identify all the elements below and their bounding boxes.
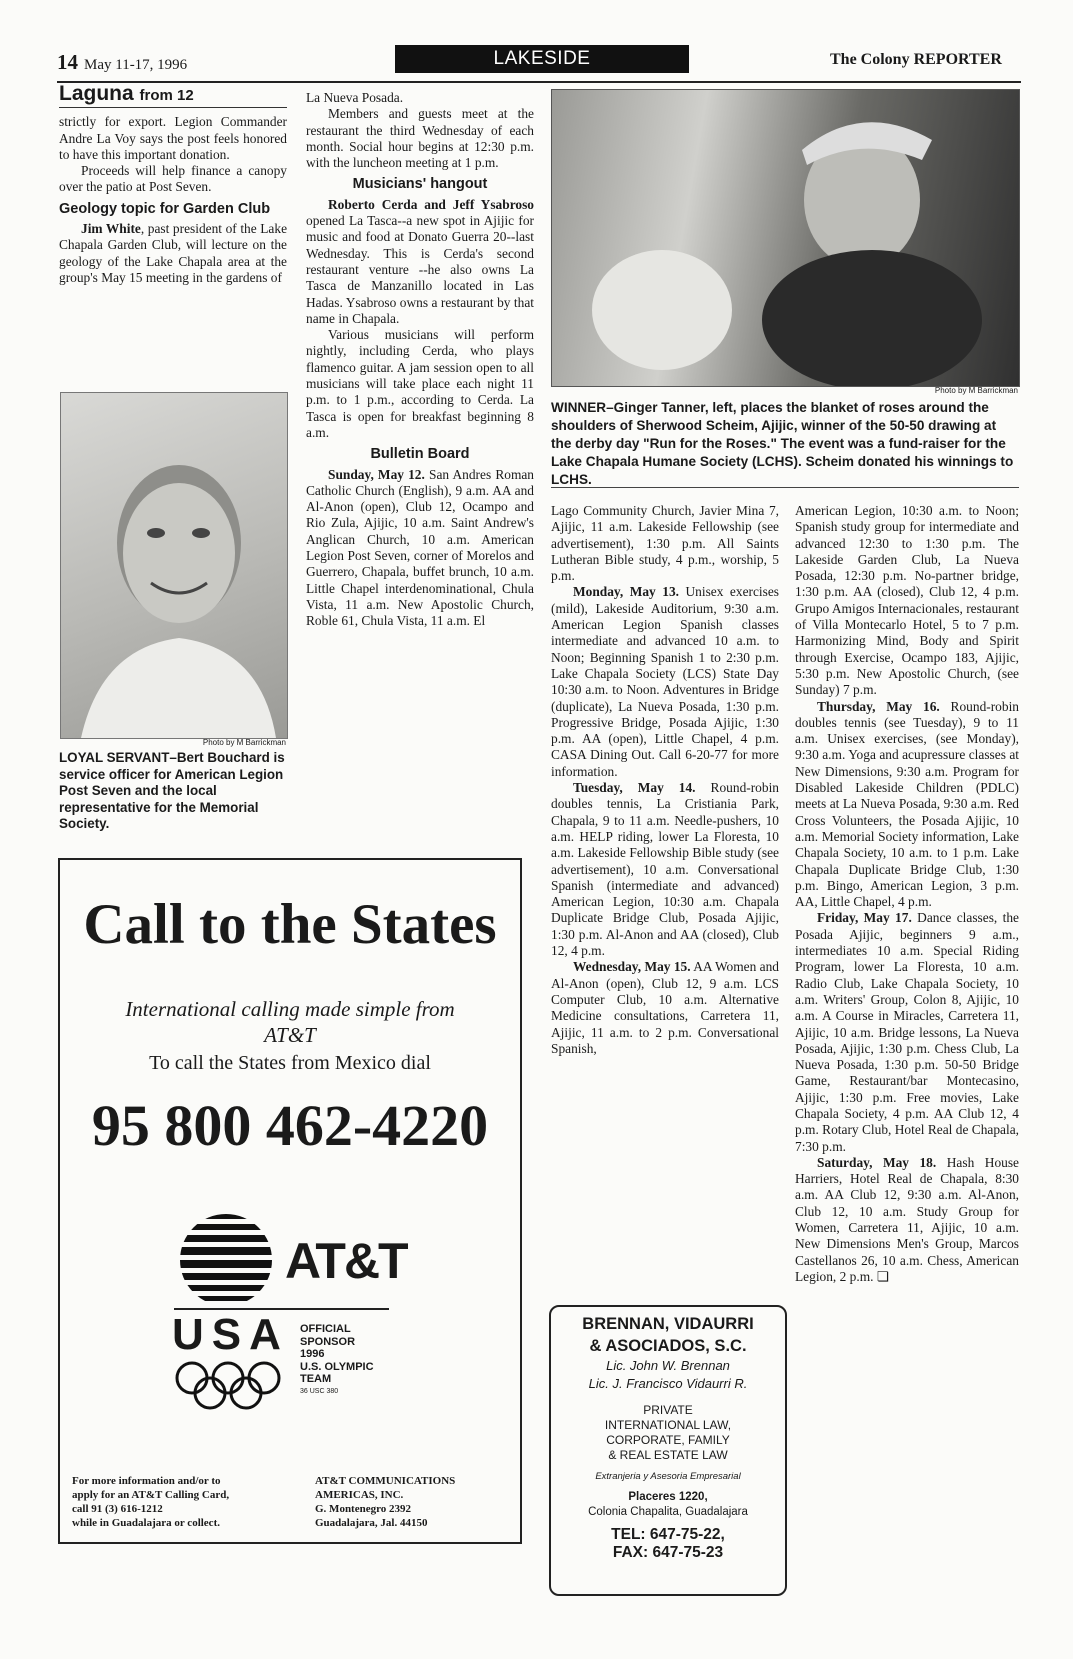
olympic-line: SPONSOR [300, 1335, 356, 1348]
att-advertisement [58, 858, 522, 1544]
footer-line: For more information and/or to [72, 1475, 221, 1487]
firm-address [551, 1490, 785, 1520]
footer-line: G. Montenegro 2392 [315, 1503, 412, 1515]
day-bold: Saturday, May 18. [817, 1154, 937, 1170]
paragraph-text: , past president of the Lake Chapala Garden Club, will lecture on the geology of the Lake Chapala area at the group's May 15 meeting in the gardens of [59, 221, 288, 285]
service-line: & REAL ESTATE LAW [608, 1448, 728, 1462]
name-bold: Roberto Cerda and Jeff Ysabroso [328, 196, 534, 212]
lawyer-line: Lic. J. Francisco Vidaurri R. [588, 1376, 748, 1391]
service-line: PRIVATE [643, 1403, 693, 1417]
paragraph [551, 584, 779, 780]
column-3 [551, 503, 779, 1057]
footer-line: AMERICAS, INC. [315, 1489, 404, 1501]
firm-specialty: Extranjeria y Asesoria Empresarial [595, 1471, 741, 1482]
photo-winner [551, 89, 1020, 387]
ad-instruction: To call the States from Mexico dial [149, 1052, 431, 1074]
olympic-line: TEAM [300, 1373, 332, 1385]
paragraph: strictly for export. Legion Commander Andre La Voy says the post feels honored to have this important donation. [59, 114, 287, 162]
paragraph [551, 780, 779, 959]
olympic-rings-icon [172, 1360, 284, 1412]
service-line: CORPORATE, FAMILY [606, 1433, 730, 1447]
olympic-line: OFFICIAL [300, 1323, 351, 1335]
fax: FAX: 647-75-23 [612, 1544, 724, 1561]
law-firm-advertisement [549, 1305, 787, 1596]
paragraph-text: opened La Tasca--a new spot in Ajijic for music and food at Donato Guerra 20--last Wednesday. This is Cerda's second restaurant venture --he also owns La Tasca de Manzanillo located in Las Hadas. Ysabroso owns a restaurant by that name in Chapala. [306, 213, 534, 326]
ad-tagline [60, 996, 520, 1048]
newspaper-name: The Colony REPORTER [830, 51, 1002, 68]
paragraph [306, 197, 534, 327]
ad-tagline-1: International calling made simple from [125, 997, 455, 1021]
paragraph: Proceeds will help finance a canopy over the patio at Post Seven. [59, 163, 287, 195]
olympic-line: U.S. OLYMPIC [300, 1360, 374, 1373]
ad-title: Call to the States [83, 893, 497, 956]
column-1 [59, 82, 288, 286]
firm-contact [551, 1526, 785, 1562]
paragraph [795, 699, 1019, 911]
name-bold: Jim White [81, 221, 141, 237]
firm-name-2: & ASOCIADOS, S.C. [589, 1337, 747, 1355]
section-banner: LAKESIDE [395, 45, 689, 73]
paragraph-text: Round-robin doubles tennis, La Cristiania Park, Chapala, 9 to 11 a.m. Needle-pushers, 10 a.m. HELP riding, lower La Floresta, 10 a.m. Lakeside Fellowship Bible study (see advertisement), 10 a.m. Conversational Spanish (intermediate and advanced) American Legion, 10:30 a.m. Chapala Duplicate Bridge Club, Posada Ajijic, 1:30 p.m. Al-Anon and AA (closed), Club 12, 4 p.m. [551, 780, 779, 959]
paragraph [59, 221, 287, 286]
footer-line: AT&T COMMUNICATIONS [315, 1475, 456, 1487]
paragraph-text: Round-robin doubles tennis (see Tuesday), 9 to 11 a.m. Unisex exercises, (see Monday), 9:30 a.m. Yoga and acupressure classes at New Dimensions, 9:30 a.m. Program for Disabled Lakeside Children (PDLC) meets at La Nueva Posada, 9:30 a.m. Red Cross Volunteers, the Posada Ajijic, 10 a.m. Memorial Society information, Lake Chapala Society, 10 a.m. to 1 p.m. Lake Chapala Duplicate Bridge Club, 1:30 p.m. Bingo, American Legion, 3 p.m. AA, Little Chapel, 4 p.m. [795, 698, 1019, 910]
service-line: INTERNATIONAL LAW, [604, 1418, 732, 1432]
photo-credit-1: Photo by M Barrickman [202, 738, 286, 747]
ad-footer-left [72, 1474, 229, 1530]
paragraph-text: San Andres Roman Catholic Church (English), 9 a.m. AA and Al-Anon (open), Club 12, Ocampo and Rio Zula, Ajijic, 10 a.m. Saint Andrew's Anglican Church, 10 a.m. American Legion Post Seven, corner of Morelos and Guerrero, Chapala, buffet brunch, 10 a.m. Little Chapel interdenominational, Chula Vista, 11 a.m. New Apostolic Church, Roble 61, Chula Vista, 11 a.m. El [306, 466, 534, 629]
column-2 [306, 90, 534, 630]
column-4 [795, 503, 1019, 1285]
footer-line: call 91 (3) 616-1212 [72, 1503, 163, 1515]
lawyers [551, 1357, 785, 1393]
photo-bert-bouchard [60, 392, 288, 739]
firm-name [551, 1313, 785, 1357]
day-bold: Monday, May 13. [573, 584, 679, 600]
footer-line: apply for an AT&T Calling Card, [72, 1489, 230, 1501]
subhead-garden-club: Geology topic for Garden Club [59, 200, 271, 217]
telephone: TEL: 647-75-22, [611, 1526, 725, 1543]
issue-date: May 11-17, 1996 [84, 57, 188, 73]
paragraph: Lago Community Church, Javier Mina 7, Ajijic, 11 a.m. Lakeside Fellowship (see advertisement), 1:30 p.m. All Saints Lutheran Bible study, 4 p.m., worship, 5 p.m. [551, 503, 779, 584]
ad-phone-number: 95 800 462-4220 [91, 1093, 489, 1158]
paragraph: Various musicians will perform nightly, including Cerda, who plays flamenco guitar. A jam session open to all musicians will take place each night 11 p.m. to 1 p.m., according to Cerda. La Tasca is open for breakfast beginning 8 a.m. [306, 327, 534, 440]
paragraph [306, 467, 534, 630]
att-logo-text: AT&T [285, 1233, 407, 1289]
ad-footer-right [315, 1474, 455, 1530]
olympic-sponsor-text [300, 1323, 374, 1398]
headline-laguna [59, 82, 287, 105]
firm-name-1: BRENNAN, VIDAURRI [582, 1315, 754, 1333]
usa-text: USA [172, 1310, 289, 1359]
paragraph [795, 910, 1019, 1154]
day-bold: Sunday, May 12. [328, 466, 425, 482]
day-bold: Friday, May 17. [817, 910, 912, 926]
day-bold: Thursday, May 16. [817, 698, 940, 714]
att-globe-logo-icon [178, 1212, 274, 1308]
day-bold: Wednesday, May 15. [573, 959, 691, 975]
caption-loyal-servant: LOYAL SERVANT–Bert Bouchard is service officer for American Legion Post Seven and the local representative for the Memorial Society. [59, 750, 285, 832]
page-number-value: 14 [57, 50, 78, 74]
ad-tagline-2: AT&T [264, 1023, 316, 1047]
winner-illustration [552, 90, 1019, 386]
paragraph-text: Unisex exercises (mild), Lakeside Auditorium, 9:30 a.m. American Legion Spanish classes intermediate and advanced 10 a.m. to Noon; Beginning Spanish 1 to 2:30 p.m. Lake Chapala Society (LCS) State Day 10:30 a.m. to Noon. Adventures in Bridge (duplicate), La Nueva Posada, 1:30 p.m. Progressive Bridge, Posada Ajijic, 1:30 p.m. AA (open), Little Chapel, 4 p.m. CASA Dining Out. Call 6-20-77 for more information. [551, 584, 779, 779]
end-mark-icon: ❏ [876, 1268, 889, 1284]
footer-line: while in Guadalajara or collect. [72, 1517, 220, 1529]
address-line: Placeres 1220, [628, 1491, 708, 1503]
paragraph [795, 1155, 1019, 1285]
subhead-bulletin-board: Bulletin Board [370, 446, 470, 463]
paragraph-text: Hash House Harriers, Hotel Real de Chapala, 8:30 a.m. AA Club 12, 9:30 a.m. Al-Anon, Club 12, 10 a.m. Study Group for Women, Carretera 11, Ajijic, 10 a.m. New Dimensions Men's Group, Marcos Castellanos 26, 10 a.m. Chess, American Legion, 2 p.m. [795, 1154, 1019, 1284]
olympic-line: 1996 [300, 1348, 325, 1360]
paragraph: La Nueva Posada. [306, 90, 404, 105]
footer-line: Guadalajara, Jal. 44150 [315, 1517, 428, 1529]
paragraph: American Legion, 10:30 a.m. to Noon; Spanish study group for intermediate and advanced 12:30 to 1:30 p.m. The Lakeside Garden Club, La Nueva Posada, 12:30 p.m. No-partner bridge, 1:30 p.m. AA (closed), Club 12, 4 p.m. Grupo Amigos Internacionales, restaurant of Villa Montecarlo Hotel, 5 to 7 p.m. Harmonizing Mind, Body and Spirit through Exercise, Ocampo 183, Ajijic, 5:30 p.m. New Apostolic Church, (see Sunday) 7 p.m. [795, 503, 1019, 698]
day-bold: Tuesday, May 14. [573, 780, 696, 796]
paragraph-text: AA Women and Al-Anon (open), Club 12, 9 a.m. LCS Computer Club, 10 a.m. Alternative Medicine consultations, Carretera 11, Ajijic, 11 a.m. to 2 p.m. Conversational Spanish, [551, 959, 779, 1056]
photo-credit-2: Photo by M Barrickman [934, 386, 1018, 395]
page-number [57, 50, 187, 75]
olympic-line: 36 USC 380 [300, 1387, 339, 1395]
services [551, 1403, 785, 1463]
paragraph [551, 959, 779, 1057]
subhead-musicians: Musicians' hangout [352, 176, 488, 193]
paragraph-text: Dance classes, the Posada Ajijic, beginners 9 a.m., intermediates 10 a.m. Special Riding Program, lower La Floresta, 10 a.m. Radio Club, Lake Chapala Society, 10 a.m. Writers' Group, Colon 8, Ajijic, 10 a.m. A Course in Miracles, Carretera 11, Ajijic, 10 a.m. Bridge lessons, La Nueva Posada, Ajijic, 1:30 p.m. Chess Club, La Nueva Posada, 1:30 p.m. 50-50 Bridge Game, Restaurant/bar Montecasino, Ajijic, 1:30 p.m. Free movies, Lake Chapala Society, 4 p.m. AA Club 12, 4 p.m. Rotary Club, Hotel Real de Chapala, 7:30 p.m. [795, 910, 1019, 1154]
address-line: Colonia Chapalita, Guadalajara [588, 1506, 748, 1518]
headline-jump: from 12 [139, 87, 194, 104]
lawyer-line: Lic. John W. Brennan [606, 1358, 730, 1373]
portrait-illustration [61, 393, 287, 738]
caption-winner: WINNER–Ginger Tanner, left, places the blanket of roses around the shoulders of Sherwood Scheim, Ajijic, winner of the 50-50 drawing at the derby day "Run for the Roses." The event was a fund-raiser for the Lake Chapala Humane Society (LCHS). Scheim donated his winnings to LCHS. [551, 400, 1014, 487]
caption-rule [551, 487, 1019, 488]
headline-text: Laguna [59, 82, 134, 105]
divider [59, 107, 287, 108]
paragraph: Members and guests meet at the restaurant the third Wednesday of each month. Social hour begins at 12:30 p.m. with the luncheon meeting at 1 p.m. [306, 106, 534, 171]
header-rule [57, 81, 1021, 83]
